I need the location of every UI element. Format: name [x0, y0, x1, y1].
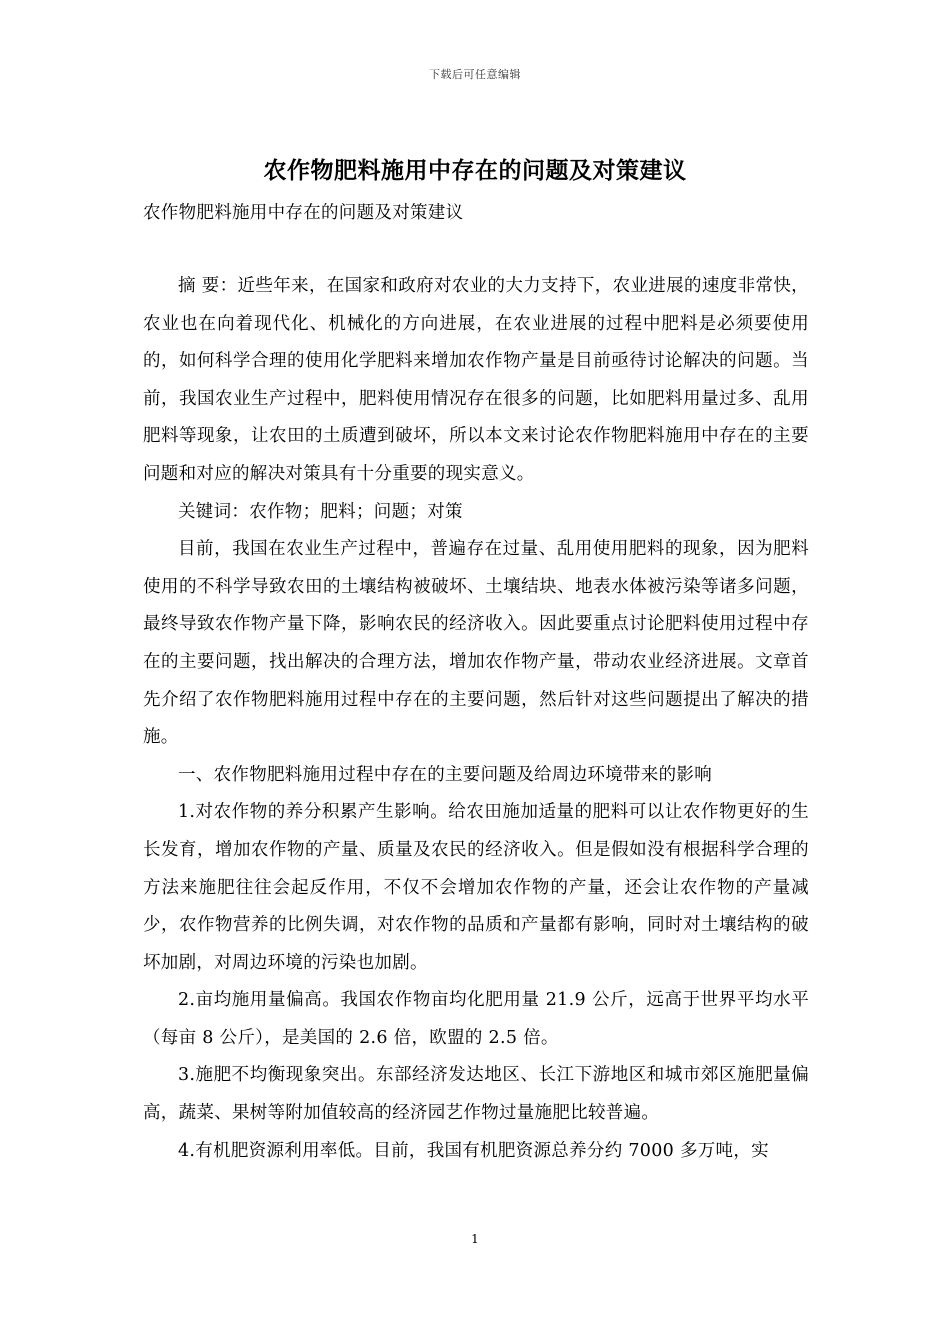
document-subtitle: 农作物肥料施用中存在的问题及对策建议 [143, 203, 464, 223]
document-body [143, 268, 809, 1170]
header-note: 下载后可任意编辑 [429, 68, 521, 81]
keywords-paragraph: 关键词：农作物；肥料；问题；对策 [178, 501, 463, 522]
page-number: 1 [471, 1232, 479, 1246]
point-paragraph-3: 3.施肥不均衡现象突出。东部经济发达地区、长江下游地区和城市郊区施肥量偏高，蔬菜、果树等附加值较高的经济园艺作物过量施肥比较普遍。 [143, 1065, 809, 1124]
abstract-paragraph: 摘 要：近些年来，在国家和政府对农业的大力支持下，农业进展的速度非常快，农业也在向着现代化、机械化的方向进展，在农业进展的过程中肥料是必须要使用的，如何科学合理的使用化学肥料来增加农作物产量是目前亟待讨论解决的问题。当前，我国农业生产过程中，肥料使用情况存在很多的问题，比如肥料用量过多、乱用肥料等现象，让农田的土质遭到破坏，所以本文来讨论农作物肥料施用中存在的主要问题和对应的解决对策具有十分重要的现实意义。 [143, 276, 809, 484]
document-title: 农作物肥料施用中存在的问题及对策建议 [263, 158, 687, 184]
section-heading-1: 一、农作物肥料施用过程中存在的主要问题及给周边环境带来的影响 [178, 764, 712, 785]
intro-paragraph: 目前，我国在农业生产过程中，普遍存在过量、乱用使用肥料的现象，因为肥料使用的不科学导致农田的土壤结构被破坏、土壤结块、地表水体被污染等诸多问题，最终导致农作物产量下降，影响农民的经济收入。因此要重点讨论肥料使用过程中存在的主要问题，找出解决的合理方法，增加农作物产量，带动农业经济进展。文章首先介绍了农作物肥料施用过程中存在的主要问题，然后针对这些问题提出了解决的措施。 [143, 539, 809, 748]
point-paragraph-4: 4.有机肥资源利用率低。目前，我国有机肥资源总养分约 7000 多万吨，实 [178, 1140, 769, 1161]
point-paragraph-2: 2.亩均施用量偏高。我国农作物亩均化肥用量 21.9 公斤，远高于世界平均水平（每亩 8 公斤），是美国的 2.6 倍，欧盟的 2.5 倍。 [143, 990, 809, 1048]
point-paragraph-1: 1.对农作物的养分积累产生影响。给农田施加适量的肥料可以让农作物更好的生长发育，增加农作物的产量、质量及农民的经济收入。但是假如没有根据科学合理的方法来施肥往往会起反作用，不仅不会增加农作物的产量，还会让农作物的产量减少，农作物营养的比例失调，对农作物的品质和产量都有影响，同时对土壤结构的破坏加剧，对周边环境的污染也加剧。 [143, 802, 809, 973]
